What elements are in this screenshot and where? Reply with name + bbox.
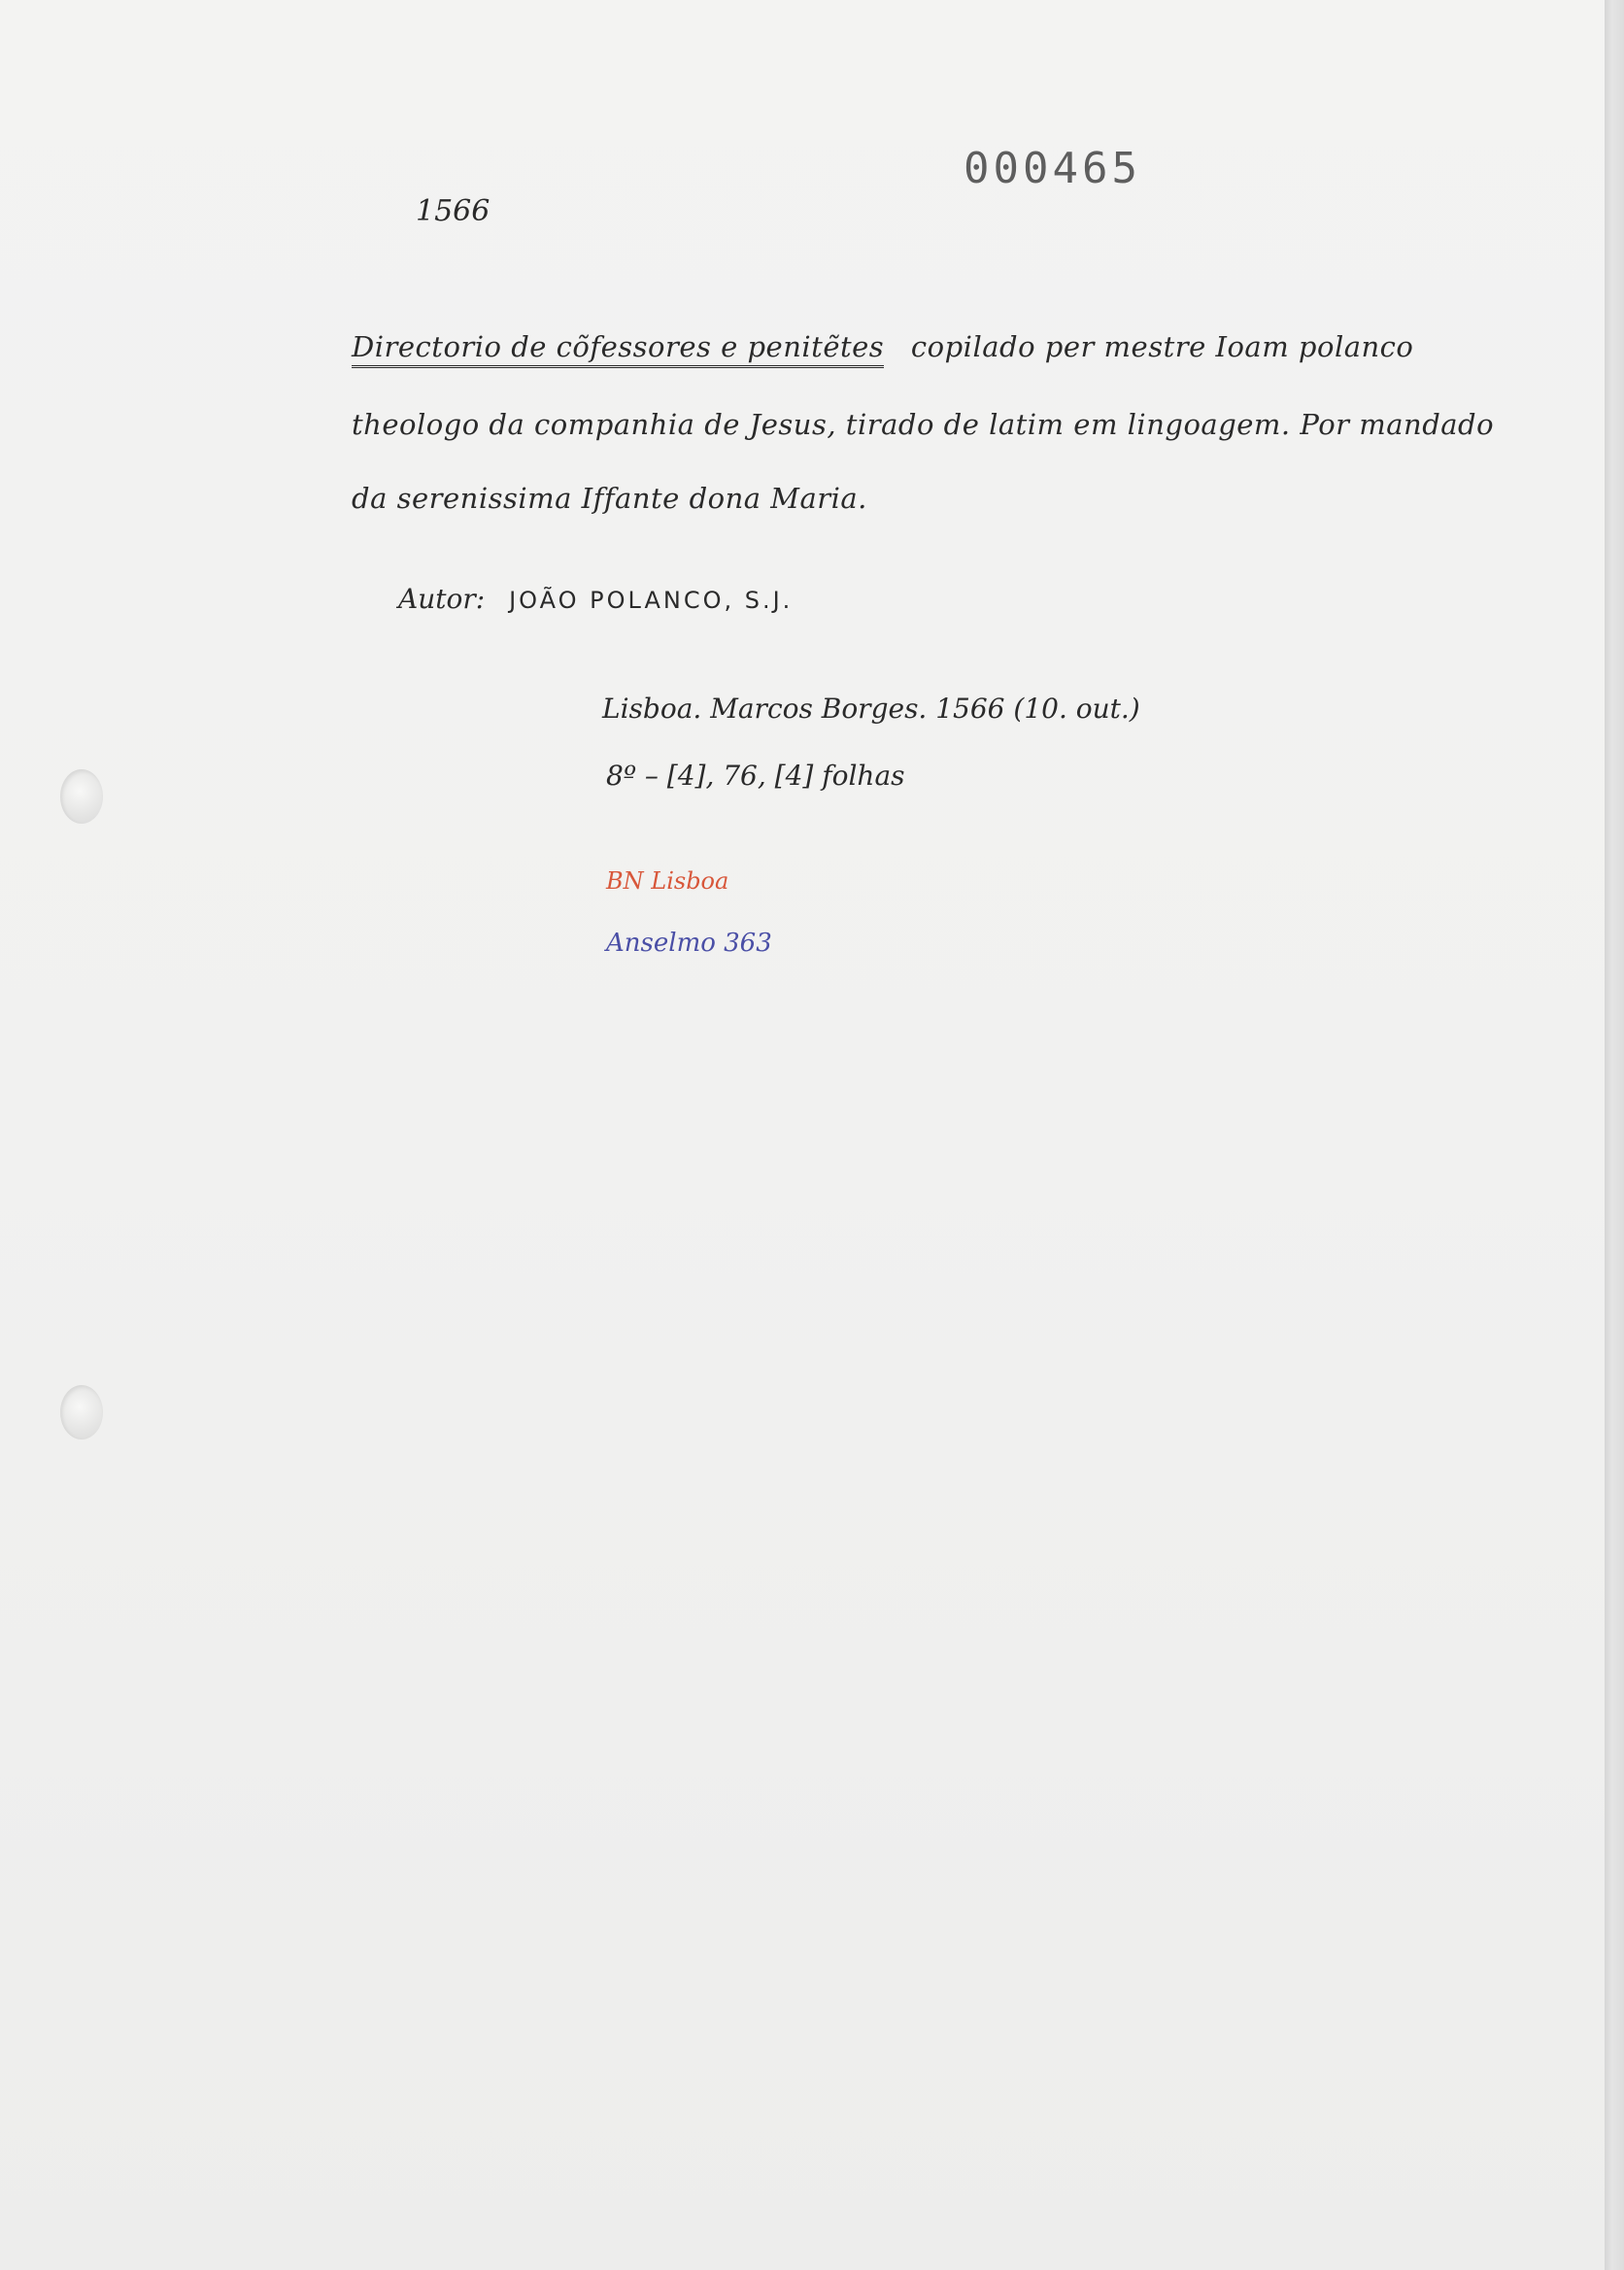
publication-year: 1566: [416, 194, 491, 228]
bibliographic-reference: Anselmo 363: [606, 929, 772, 958]
library-note: BN Lisboa: [606, 867, 729, 895]
title-line-3: da serenissima Iffante dona Maria.: [352, 482, 867, 515]
page-edge-shadow: [1605, 0, 1624, 2270]
title-underlined: Directorio de cõfessores e penitẽtes: [352, 330, 884, 368]
author-name: JOÃO POLANCO, S.J.: [509, 587, 794, 614]
punch-hole: [60, 1385, 103, 1440]
inventory-stamp-number: 000465: [964, 144, 1141, 193]
collation-line: 8º – [4], 76, [4] folhas: [606, 760, 905, 792]
title-line-2: theologo da companhia de Jesus, tirado de latim em lingoagem. Por mandado: [352, 408, 1495, 441]
title-line-1: [352, 330, 1413, 363]
title-line-1-rest: copilado per mestre Ioam polanco: [910, 330, 1414, 363]
imprint-line: Lisboa. Marcos Borges. 1566 (10. out.): [602, 693, 1140, 725]
author-label: Autor:: [398, 583, 486, 615]
punch-hole: [60, 769, 103, 824]
author-line: [398, 583, 793, 615]
